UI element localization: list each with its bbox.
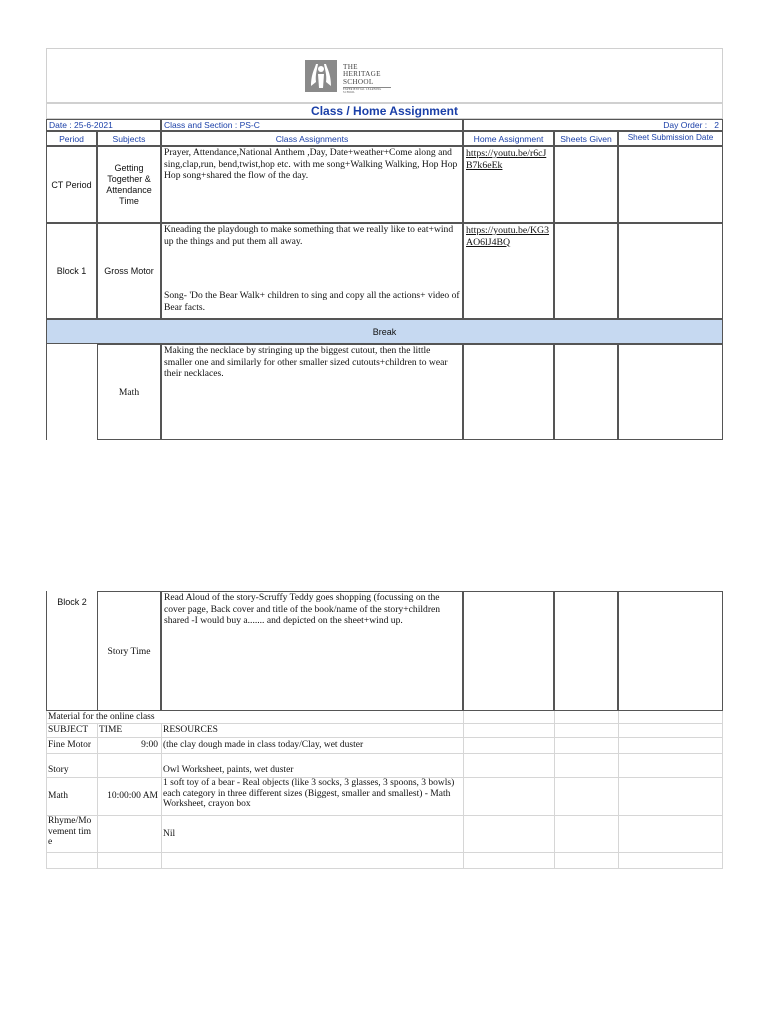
table-row-assignment xyxy=(161,591,463,711)
assignment-math-text: Making the necklace by stringing up the biggest cutout, then the little smaller one and similarly for other smaller sized cutouts+children to wear their necklaces. xyxy=(164,345,448,379)
break-row xyxy=(46,319,723,344)
logo-emblem-icon xyxy=(305,60,337,92)
materials-head-time xyxy=(97,725,122,736)
school-logo xyxy=(305,60,391,94)
header-home-assignment xyxy=(463,131,554,146)
header-period xyxy=(46,131,97,146)
subject-story-time: Story Time xyxy=(107,645,151,657)
material-row-time xyxy=(97,791,158,802)
materials-head-resources-text: RESOURCES xyxy=(163,725,218,735)
table-row-period xyxy=(46,344,97,440)
assignment-block1-part-b: Song- 'Do the Bear Walk+ children to sing and copy all the actions+ video of Bear facts. xyxy=(164,290,460,313)
logo-line-heritage: HERITAGE xyxy=(343,70,381,79)
material-resources-rhyme: Nil xyxy=(163,829,176,839)
header-sheet-submission xyxy=(618,131,723,146)
sheets-given-cell xyxy=(554,146,618,223)
table-row-period xyxy=(46,591,97,711)
period-block-1: Block 1 xyxy=(56,266,87,276)
header-class-assignments xyxy=(161,131,463,146)
materials-head-subject xyxy=(46,725,88,736)
header-sheets-given-text: Sheets Given xyxy=(560,133,612,144)
materials-title xyxy=(46,712,155,723)
table-row-period xyxy=(46,146,97,223)
break-label: Break xyxy=(372,326,397,337)
material-resources-math: 1 soft toy of a bear - Real objects (like 3 socks, 3 glasses, 3 spoons, 3 bowls) each category in three different sizes (Biggest, smaller and smallest) - Math Worksheet, crayon box xyxy=(163,778,455,809)
date-cell xyxy=(46,119,161,131)
period-block-2: Block 2 xyxy=(57,597,87,607)
table-row-assignment xyxy=(161,344,463,440)
material-row-time xyxy=(97,740,158,751)
date-text: Date : 25-6-2021 xyxy=(49,120,113,130)
logo-text xyxy=(343,64,391,95)
material-subject-fine-motor: Fine Motor xyxy=(48,740,92,750)
header-subjects xyxy=(97,131,161,146)
material-resources-story: Owl Worksheet, paints, wet duster xyxy=(163,765,294,775)
table-row-subject xyxy=(97,146,161,223)
table-row-period xyxy=(46,223,97,319)
materials-head-subject-text: SUBJECT xyxy=(48,725,89,735)
logo-line-the: THE xyxy=(343,63,358,71)
material-row-resources xyxy=(161,740,363,751)
table-row-subject xyxy=(97,591,161,711)
logo-line-school: SCHOOL xyxy=(343,77,374,86)
sheets-given-cell xyxy=(554,223,618,319)
day-order-cell xyxy=(463,119,723,131)
home-assignment-link-cell xyxy=(463,223,554,319)
materials-head-resources xyxy=(161,725,218,736)
materials-title-text: Material for the online class xyxy=(48,712,155,722)
home-assignment-link-cell xyxy=(463,146,554,223)
material-subject-math: Math xyxy=(48,791,69,801)
sheet-submission-cell xyxy=(618,591,723,711)
header-subjects-text: Subjects xyxy=(112,133,146,144)
day-order-label: Day Order : xyxy=(663,120,708,130)
header-sheet-submission-text: Sheet Submission Date xyxy=(627,133,714,142)
page-title-text: Class / Home Assignment xyxy=(311,104,458,118)
table-row-assignment xyxy=(161,223,463,319)
assignment-ct-text: Prayer, Attendance,National Anthem ,Day, Date+weather+Come along and sing,clap,run, bend,twist,hop etc. with me song+Walking Walking, Hop Hop Hop song+shared the flow of the day. xyxy=(164,147,458,181)
subject-gross-motor: Gross Motor xyxy=(104,266,154,276)
sheet-submission-cell xyxy=(618,223,723,319)
assignment-block1-part-a: Kneading the playdough to make something that we really like to eat+wind up the things and put them all away. xyxy=(164,224,454,247)
sheets-given-cell xyxy=(554,344,618,440)
table-row-subject xyxy=(97,223,161,319)
sheets-given-cell xyxy=(554,591,618,711)
material-row-resources xyxy=(161,778,463,810)
material-subject-rhyme: Rhyme/Movement time xyxy=(48,816,92,847)
material-time-math: 10:00:00 AM xyxy=(107,791,158,801)
material-row-subject xyxy=(46,765,69,776)
home-assignment-cell xyxy=(463,591,554,711)
subject-math: Math xyxy=(118,386,140,398)
material-row-resources xyxy=(161,765,293,776)
material-time-fine-motor: 9:00 xyxy=(141,740,158,750)
material-resources-fine-motor: (the clay dough made in class today/Clay, wet duster xyxy=(163,740,364,750)
material-row-subject xyxy=(46,791,68,802)
table-row-assignment xyxy=(161,146,463,223)
material-subject-story: Story xyxy=(48,765,69,775)
sheet-submission-cell xyxy=(618,344,723,440)
home-assignment-link[interactable]: https://youtu.be/KG3AO6lJ4BQ xyxy=(466,225,550,248)
logo-tagline: EXPERIENTIAL LEARNING SCHOOL xyxy=(343,87,391,94)
header-class-assignments-text: Class Assignments xyxy=(275,133,349,144)
class-section-text: Class and Section : PS-C xyxy=(164,120,260,130)
home-assignment-cell xyxy=(463,344,554,440)
home-assignment-link[interactable]: https://youtu.be/r6cJB7k6eEk xyxy=(466,148,547,171)
header-period-text: Period xyxy=(59,133,84,144)
material-row-subject xyxy=(46,740,91,751)
material-row-subject xyxy=(46,816,94,848)
sheet-submission-cell xyxy=(618,146,723,223)
subject-getting-together: Getting Together & Attendance Time xyxy=(106,162,152,206)
assignment-story-text: Read Aloud of the story-Scruffy Teddy goes shopping (focussing on the cover page, Back cover and title of the book/name of the story+children shared -I would buy a....... and depicted on the sheet+wind up. xyxy=(164,592,441,626)
period-ct: CT Period xyxy=(51,179,92,190)
materials-head-time-text: TIME xyxy=(99,725,123,735)
table-row-subject xyxy=(97,344,161,440)
header-home-assignment-text: Home Assignment xyxy=(473,133,544,144)
class-section-cell xyxy=(161,119,463,131)
material-row-resources xyxy=(161,829,175,840)
header-sheets-given xyxy=(554,131,618,146)
day-order-value: 2 xyxy=(714,120,719,130)
page-title xyxy=(46,103,723,119)
